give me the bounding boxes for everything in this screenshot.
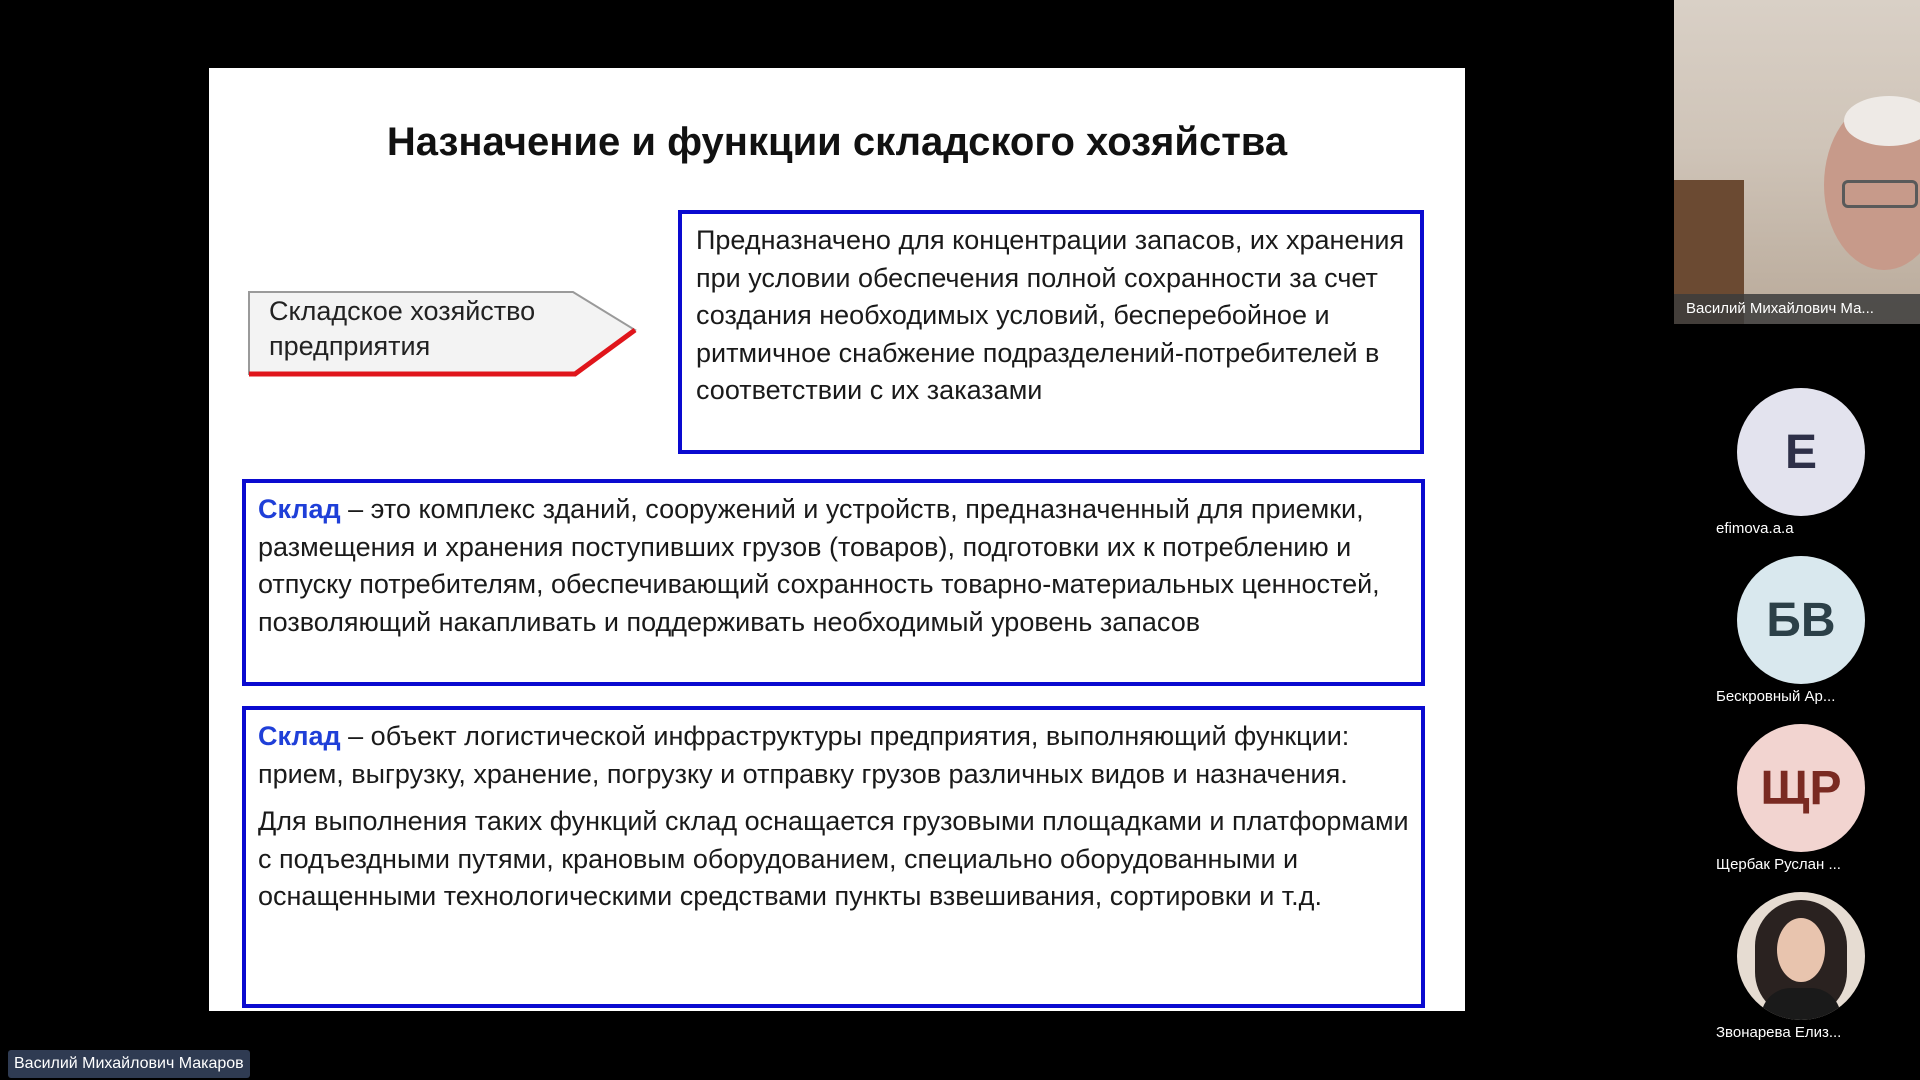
definition-term: Склад bbox=[258, 721, 341, 751]
participant-name: Щербак Руслан ... bbox=[1716, 856, 1841, 873]
definition-box-2 bbox=[242, 706, 1425, 1008]
participant-name: efimova.a.a bbox=[1716, 520, 1794, 537]
participant-name: Звонарева Елиз... bbox=[1716, 1024, 1842, 1041]
speaker-glasses bbox=[1842, 180, 1918, 208]
slide-title: Назначение и функции складского хозяйства bbox=[386, 120, 1288, 164]
arrow-label: Складское хозяйство предприятия bbox=[269, 296, 536, 361]
definition-term: Склад bbox=[258, 494, 341, 524]
presentation-slide bbox=[209, 68, 1465, 1011]
presenter-name-label: Василий Михайлович Макаров bbox=[8, 1050, 250, 1078]
participant-avatar: Е bbox=[1737, 388, 1865, 516]
participant-tile[interactable] bbox=[1716, 556, 1886, 705]
participant-tile[interactable] bbox=[1716, 892, 1886, 1041]
participant-avatar: БВ bbox=[1737, 556, 1865, 684]
speaker-name-label: Василий Михайлович Ма... bbox=[1674, 294, 1920, 324]
participant-photo bbox=[1737, 892, 1865, 1020]
speaker-video-tile[interactable] bbox=[1674, 0, 1920, 324]
participant-tile[interactable] bbox=[1716, 724, 1886, 873]
definition-text: – объект логистической инфраструктуры предприятия, выполняющий функции: прием, выгрузку, хранение, погрузку и отправку грузов различных видов и назначения. bbox=[258, 721, 1350, 789]
purpose-text: Предназначено для концентрации запасов, их хранения при условии обеспечения полной сохранности за счет создания необходимых условий, бесперебойное и ритмичное снабжение подразделений-потребителей в соответствии с их заказами bbox=[696, 225, 1405, 405]
purpose-box bbox=[678, 210, 1424, 454]
definition-text: – это комплекс зданий, сооружений и устройств, предназначенный для приемки, размещения и хранения поступивших грузов (товаров), подготовки их к потреблению и отпуску потребителям, обеспечивающий сохранность товарно-материальных ценностей, позволяющий накапливать и поддерживать необходимый уровень запасов bbox=[258, 494, 1380, 637]
participant-avatar: ЩР bbox=[1737, 724, 1865, 852]
participant-tile[interactable] bbox=[1716, 388, 1886, 537]
definition-paragraph: Для выполнения таких функций склад оснащается грузовыми площадками и платформами с подъездными путями, крановым оборудованием, специально оборудованными и оснащенными технологическими средствами пункты взвешивания, сортировки и т.д. bbox=[258, 806, 1409, 911]
participant-name: Бескровный Ар... bbox=[1716, 688, 1836, 705]
definition-box-1 bbox=[242, 479, 1425, 686]
photo-face bbox=[1777, 918, 1825, 982]
